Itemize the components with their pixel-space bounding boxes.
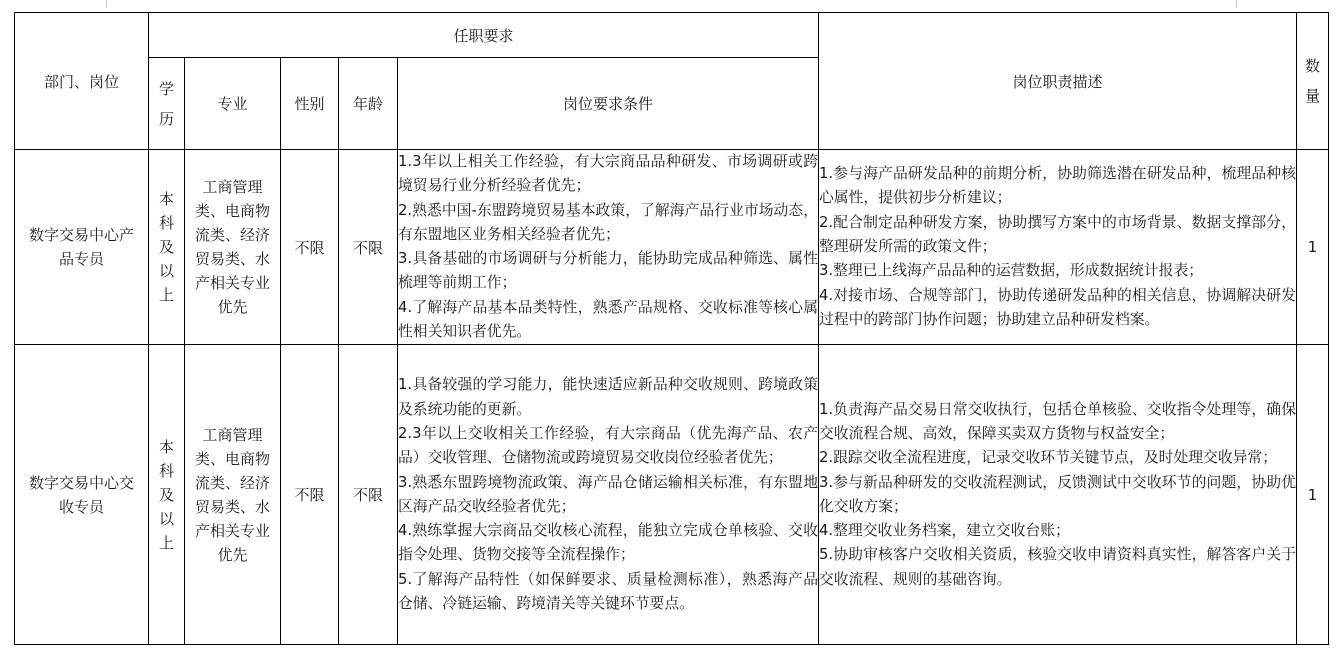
header-count (1297, 13, 1329, 150)
duty-item: 2.跟踪交收全流程进度，记录交收环节关键节点，及时处理交收异常； (819, 449, 1278, 467)
header-education (149, 58, 185, 150)
duty-item: 3.参与新品种研发的交收流程测试，反馈测试中交收环节的问题，协助优化交收方案； (819, 473, 1296, 515)
count-cell: 1 (1297, 150, 1329, 345)
condition-item: 1.具备较强的学习能力，能快速适应新品种交收规则、跨境政策及系统功能的更新。 (398, 376, 818, 418)
header-requirements-group: 任职要求 (149, 13, 819, 58)
conditions-cell (398, 150, 819, 345)
header-age: 年龄 (339, 58, 398, 150)
gender-cell: 不限 (281, 150, 339, 345)
age-cell: 不限 (339, 345, 398, 645)
condition-item: 4.了解海产品基本品类特性，熟悉产品规格、交收标准等核心属性相关知识者优先。 (398, 298, 818, 341)
condition-item: 5.了解海产品特性（如保鲜要求、质量检测标准），熟悉海产品仓储、冷链运输、跨境清关等关键环节要点。 (398, 570, 818, 613)
duty-item: 3.整理已上线海产品品种的运营数据，形成数据统计报表； (819, 262, 1204, 280)
major-cell (185, 150, 281, 345)
duty-item: 2.配合制定品种研发方案，协助撰写方案中的市场背景、数据支撑部分，整理研发所需的政策文件； (819, 213, 1296, 256)
condition-item: 1.3年以上相关工作经验，有大宗商品品种研发、市场调研或跨境贸易行业分析经验者优先； (398, 153, 818, 195)
header-education-label: 学历 (158, 79, 174, 128)
major-text: 工商管理类、电商物流类、经济贸易类、水产相关专业优先 (194, 425, 270, 564)
duty-item: 1.参与海产品研发品种的前期分析，协助筛选潜在研发品种，梳理品种核心属性，提供初步分析建议； (819, 165, 1296, 207)
header-count-label: 数量 (1304, 57, 1320, 105)
page-guide-line-right (1236, 0, 1237, 8)
header-conditions: 岗位要求条件 (398, 58, 819, 150)
duty-item: 4.对接市场、合规等部门，协助传递研发品种的相关信息，协调解决研发过程中的跨部门协作问题；协助建立品种研发档案。 (819, 286, 1296, 328)
major-text: 工商管理类、电商物流类、经济贸易类、水产相关专业优先 (194, 178, 270, 317)
job-requirements-table (14, 12, 1329, 645)
condition-item: 4.熟练掌握大宗商品交收核心流程，能独立完成仓单核验、交收指令处理、货物交接等全流程操作； (398, 522, 818, 564)
duties-cell (819, 150, 1297, 345)
condition-item: 2.熟悉中国-东盟跨境贸易基本政策，了解海产品行业市场动态，有东盟地区业务相关经验者优先； (398, 201, 818, 243)
conditions-cell (398, 345, 819, 645)
duty-item: 4.整理交收业务档案，建立交收台账； (819, 522, 1070, 540)
dept-position-cell (15, 345, 149, 645)
duty-item: 1.负责海产品交易日常交收执行，包括仓单核验、交收指令处理等，确保交收流程合规、高效，保障买卖双方货物与权益安全； (819, 400, 1296, 442)
header-row-top (15, 13, 1329, 58)
education-text: 本科及以上 (158, 190, 174, 305)
table-row (15, 345, 1329, 645)
header-duties: 岗位职责描述 (819, 13, 1297, 150)
page-guide-line-left (106, 0, 107, 8)
duties-cell (819, 345, 1297, 645)
age-cell: 不限 (339, 150, 398, 345)
count-cell: 1 (1297, 345, 1329, 645)
education-cell (149, 345, 185, 645)
education-text: 本科及以上 (158, 437, 174, 552)
table-row (15, 150, 1329, 345)
condition-item: 3.具备基础的市场调研与分析能力，能协助完成品种筛选、属性梳理等前期工作； (398, 250, 818, 292)
major-cell (185, 345, 281, 645)
condition-item: 3.熟悉东盟跨境物流政策、海产品仓储运输相关标准，有东盟地区海产品交收经验者优先； (398, 473, 818, 515)
condition-item: 2.3年以上交收相关工作经验，有大宗商品（优先海产品、农产品）交收管理、仓储物流或跨境贸易交收岗位经验者优先； (398, 424, 818, 467)
header-major: 专业 (185, 58, 281, 150)
dept-position-text: 数字交易中心交收专员 (28, 473, 134, 516)
education-cell (149, 150, 185, 345)
header-gender: 性别 (281, 58, 339, 150)
header-dept-position: 部门、岗位 (15, 13, 149, 150)
gender-cell: 不限 (281, 345, 339, 645)
duty-item: 5.协助审核客户交收相关资质，核验交收申请资料真实性，解答客户关于交收流程、规则的基础咨询。 (819, 546, 1296, 588)
dept-position-cell (15, 150, 149, 345)
dept-position-text: 数字交易中心产品专员 (28, 226, 134, 269)
